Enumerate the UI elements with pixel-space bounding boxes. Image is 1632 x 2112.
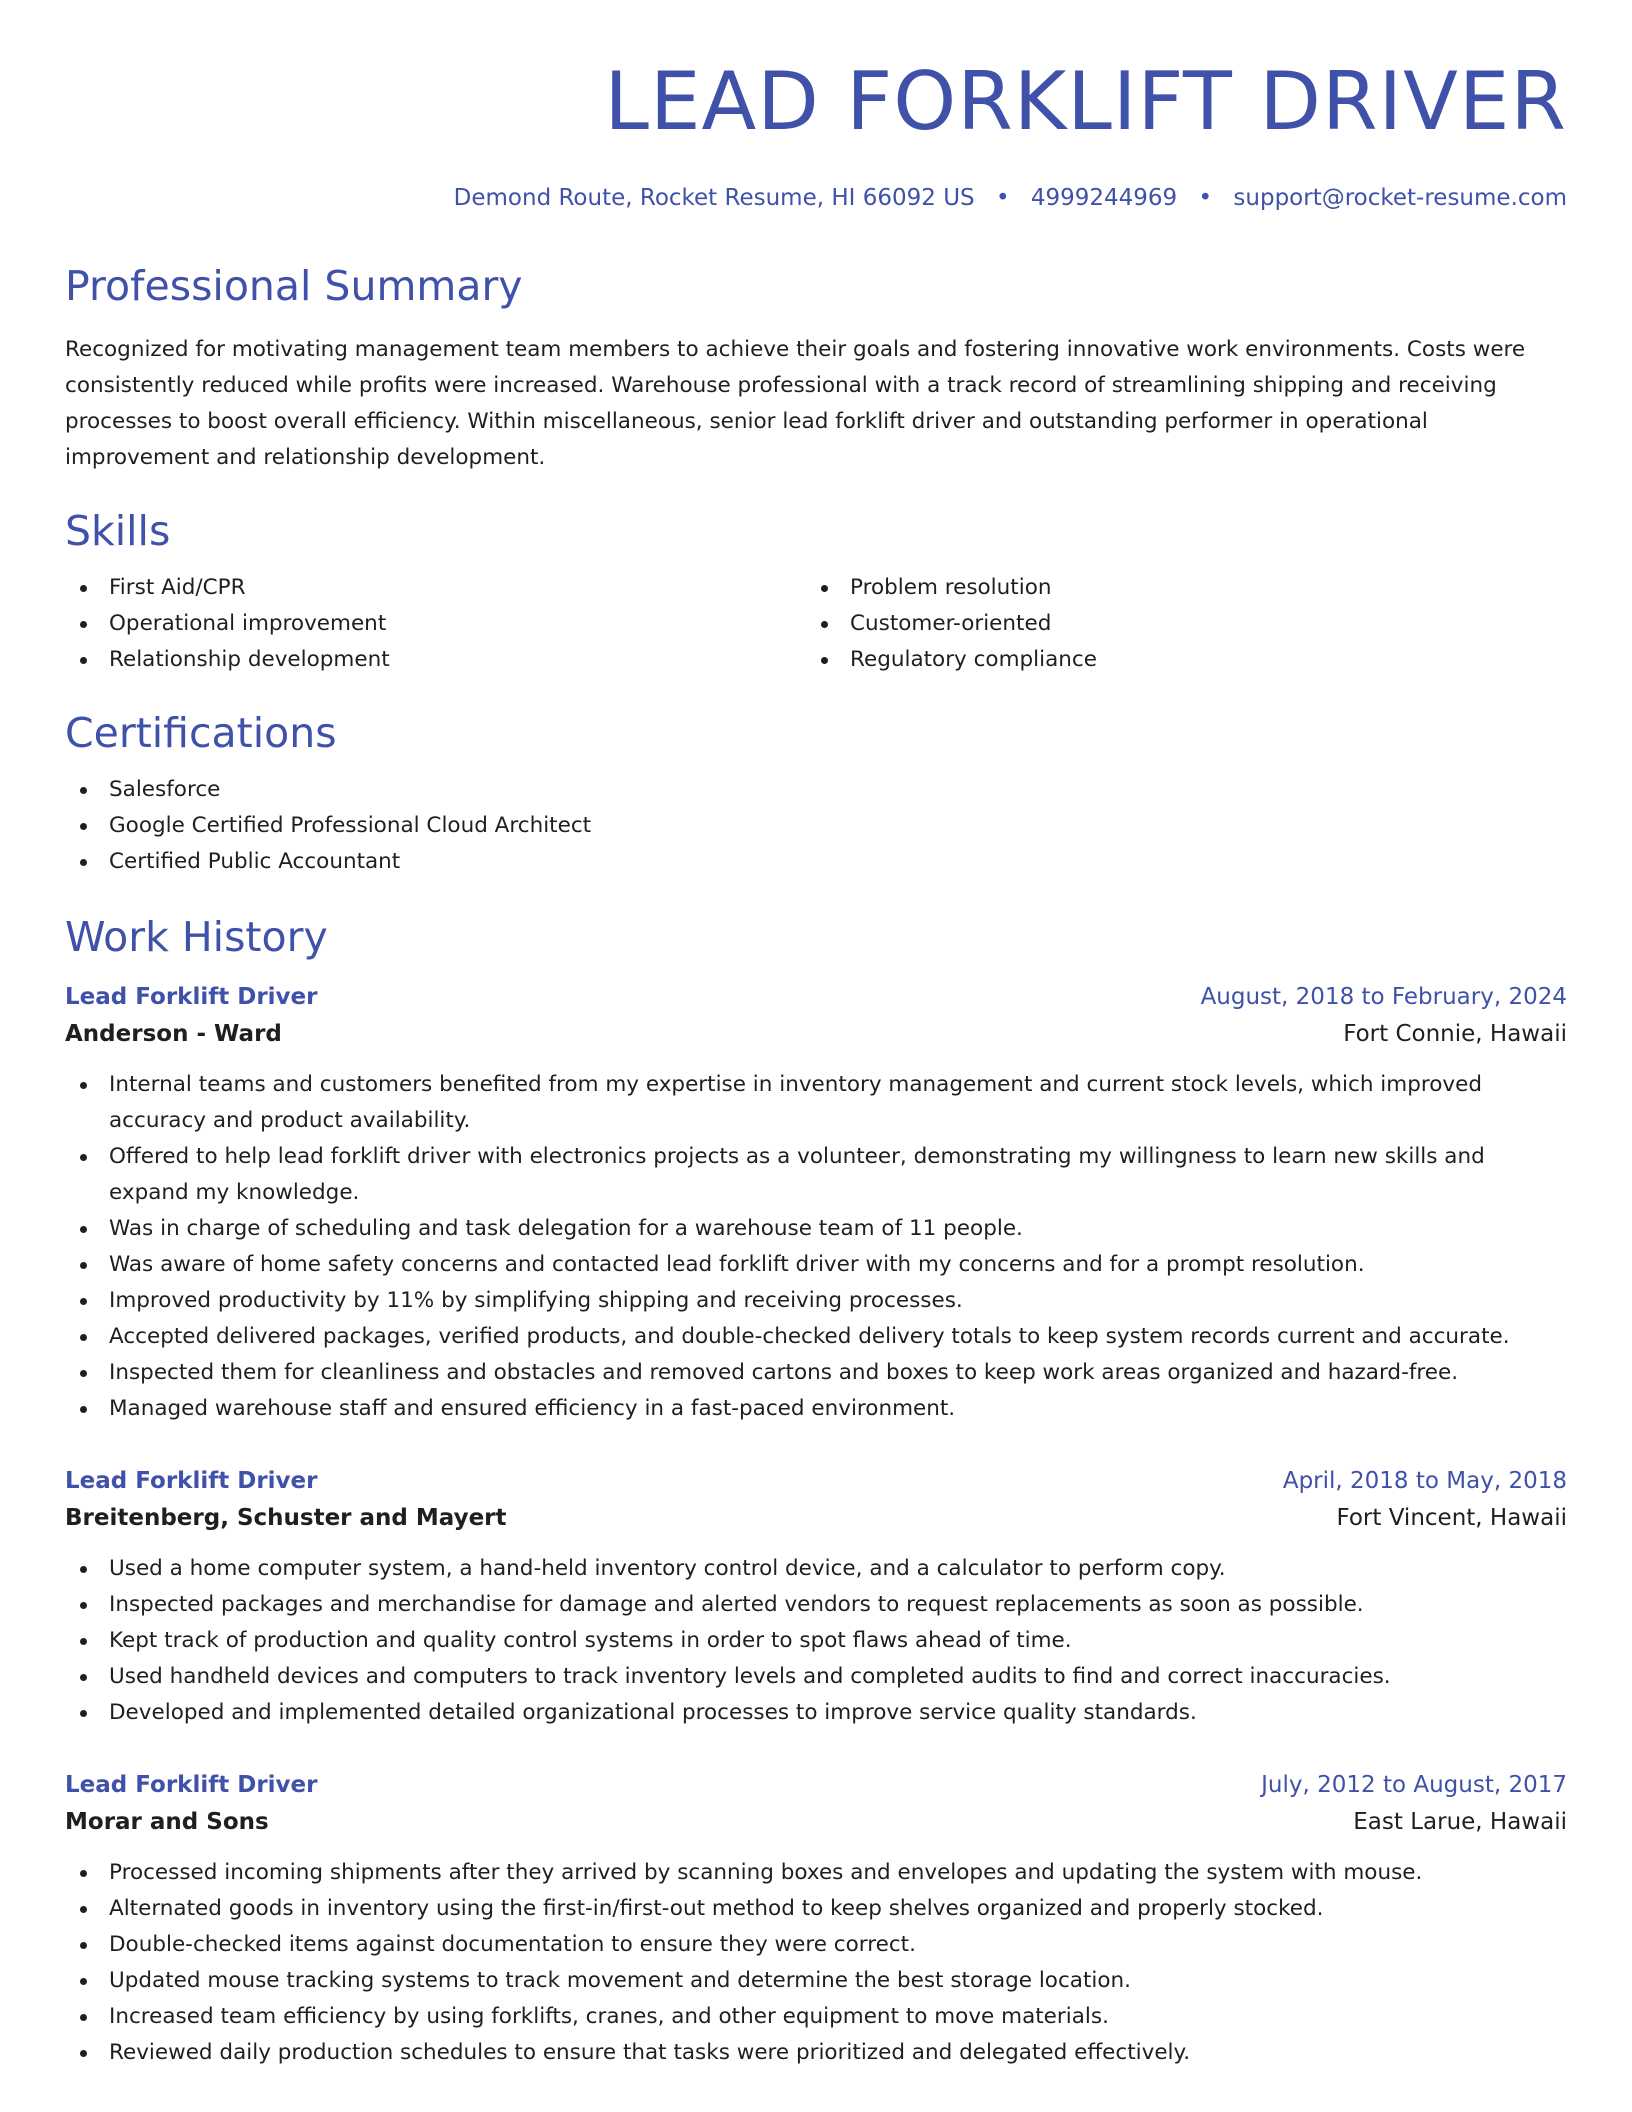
skills-grid xyxy=(65,570,1567,678)
contact-line xyxy=(65,184,1567,212)
certification-item: Salesforce xyxy=(65,772,1567,808)
skill-item: Regulatory compliance xyxy=(806,642,1547,678)
job-bullet: Internal teams and customers benefited from my expertise in inventory management and current stock levels, which improved accuracy and product availability. xyxy=(65,1067,1567,1139)
job-location: Fort Connie, Hawaii xyxy=(1343,1021,1567,1047)
job-bullet: Offered to help lead forklift driver with electronics projects as a volunteer, demonstrating my willingness to learn new skills and expand my knowledge. xyxy=(65,1139,1567,1211)
job-header-row xyxy=(65,1463,1567,1499)
job-bullet: Used a home computer system, a hand-held inventory control device, and a calculator to perform copy. xyxy=(65,1551,1567,1587)
skills-list-right xyxy=(806,570,1547,678)
contact-separator: • xyxy=(995,185,1010,211)
job-bullet: Updated mouse tracking systems to track movement and determine the best storage location. xyxy=(65,1963,1567,1999)
contact-phone: 4999244969 xyxy=(1030,185,1178,211)
job-bullet: Kept track of production and quality control systems in order to spot flaws ahead of time. xyxy=(65,1623,1567,1659)
job-company-row xyxy=(65,1015,1567,1053)
job-entry xyxy=(65,1463,1567,1731)
contact-address: Demond Route, Rocket Resume, HI 66092 US xyxy=(453,185,975,211)
section-title-certifications: Certifications xyxy=(65,709,337,757)
job-header-row xyxy=(65,979,1567,1015)
resume-name: LEAD FORKLIFT DRIVER xyxy=(604,55,1567,148)
skill-item: First Aid/CPR xyxy=(65,570,806,606)
section-title-summary: Professional Summary xyxy=(65,262,523,310)
job-company-row xyxy=(65,1499,1567,1537)
skills-list-left xyxy=(65,570,806,678)
summary-text: Recognized for motivating management team members to achieve their goals and fostering innovative work environments. Costs were consistently reduced while profits were increased. Warehouse professional with a track record of streamlining shipping and receiving processes to boost overall efficiency. Within miscellaneous, senior lead forklift driver and outstanding performer in operational improvement and relationship development. xyxy=(65,337,1526,470)
skill-item: Operational improvement xyxy=(65,606,806,642)
skill-item: Relationship development xyxy=(65,642,806,678)
job-bullet: Developed and implemented detailed organizational processes to improve service quality standards. xyxy=(65,1695,1567,1731)
job-bullets xyxy=(65,1067,1567,1427)
contact-email[interactable]: support@rocket-resume.com xyxy=(1233,185,1567,211)
job-bullet: Was aware of home safety concerns and contacted lead forklift driver with my concerns and for a prompt resolution. xyxy=(65,1247,1567,1283)
job-company: Breitenberg, Schuster and Mayert xyxy=(65,1505,507,1531)
job-dates: August, 2018 to February, 2024 xyxy=(1200,984,1567,1010)
skills-section xyxy=(65,507,1567,678)
job-location: Fort Vincent, Hawaii xyxy=(1336,1505,1567,1531)
job-dates: April, 2018 to May, 2018 xyxy=(1282,1468,1567,1494)
job-bullet: Improved productivity by 11% by simplifying shipping and receiving processes. xyxy=(65,1283,1567,1319)
job-bullet: Managed warehouse staff and ensured efficiency in a fast-paced environment. xyxy=(65,1391,1567,1427)
job-bullets xyxy=(65,1855,1567,2071)
resume-header xyxy=(65,0,1567,212)
job-dates: July, 2012 to August, 2017 xyxy=(1261,1772,1567,1798)
job-entry xyxy=(65,1767,1567,2071)
skill-item: Problem resolution xyxy=(806,570,1547,606)
contact-separator: • xyxy=(1198,185,1213,211)
job-company: Morar and Sons xyxy=(65,1809,269,1835)
job-company-row xyxy=(65,1803,1567,1841)
skill-item: Customer-oriented xyxy=(806,606,1547,642)
job-title: Lead Forklift Driver xyxy=(65,984,318,1010)
job-bullet: Double-checked items against documentation to ensure they were correct. xyxy=(65,1927,1567,1963)
certifications-section xyxy=(65,709,1567,880)
job-bullet: Increased team efficiency by using forklifts, cranes, and other equipment to move materials. xyxy=(65,1999,1567,2035)
job-title: Lead Forklift Driver xyxy=(65,1468,318,1494)
job-bullet: Reviewed daily production schedules to ensure that tasks were prioritized and delegated effectively. xyxy=(65,2035,1567,2071)
job-bullet: Alternated goods in inventory using the first-in/first-out method to keep shelves organized and properly stocked. xyxy=(65,1891,1567,1927)
job-bullet: Accepted delivered packages, verified products, and double-checked delivery totals to keep system records current and accurate. xyxy=(65,1319,1567,1355)
certifications-list xyxy=(65,772,1567,880)
section-title-skills: Skills xyxy=(65,507,171,555)
certification-item: Google Certified Professional Cloud Architect xyxy=(65,808,1567,844)
job-bullet: Processed incoming shipments after they arrived by scanning boxes and envelopes and updating the system with mouse. xyxy=(65,1855,1567,1891)
job-entry xyxy=(65,979,1567,1427)
job-company: Anderson - Ward xyxy=(65,1021,282,1047)
summary-section xyxy=(65,262,1567,476)
job-header-row xyxy=(65,1767,1567,1803)
work-history-section xyxy=(65,913,1567,2071)
job-bullet: Used handheld devices and computers to track inventory levels and completed audits to find and correct inaccuracies. xyxy=(65,1659,1567,1695)
job-location: East Larue, Hawaii xyxy=(1353,1809,1567,1835)
job-bullet: Was in charge of scheduling and task delegation for a warehouse team of 11 people. xyxy=(65,1211,1567,1247)
section-title-work-history: Work History xyxy=(65,913,328,961)
certification-item: Certified Public Accountant xyxy=(65,844,1567,880)
job-title: Lead Forklift Driver xyxy=(65,1772,318,1798)
job-bullet: Inspected packages and merchandise for damage and alerted vendors to request replacements as soon as possible. xyxy=(65,1587,1567,1623)
job-bullet: Inspected them for cleanliness and obstacles and removed cartons and boxes to keep work areas organized and hazard-free. xyxy=(65,1355,1567,1391)
job-bullets xyxy=(65,1551,1567,1731)
